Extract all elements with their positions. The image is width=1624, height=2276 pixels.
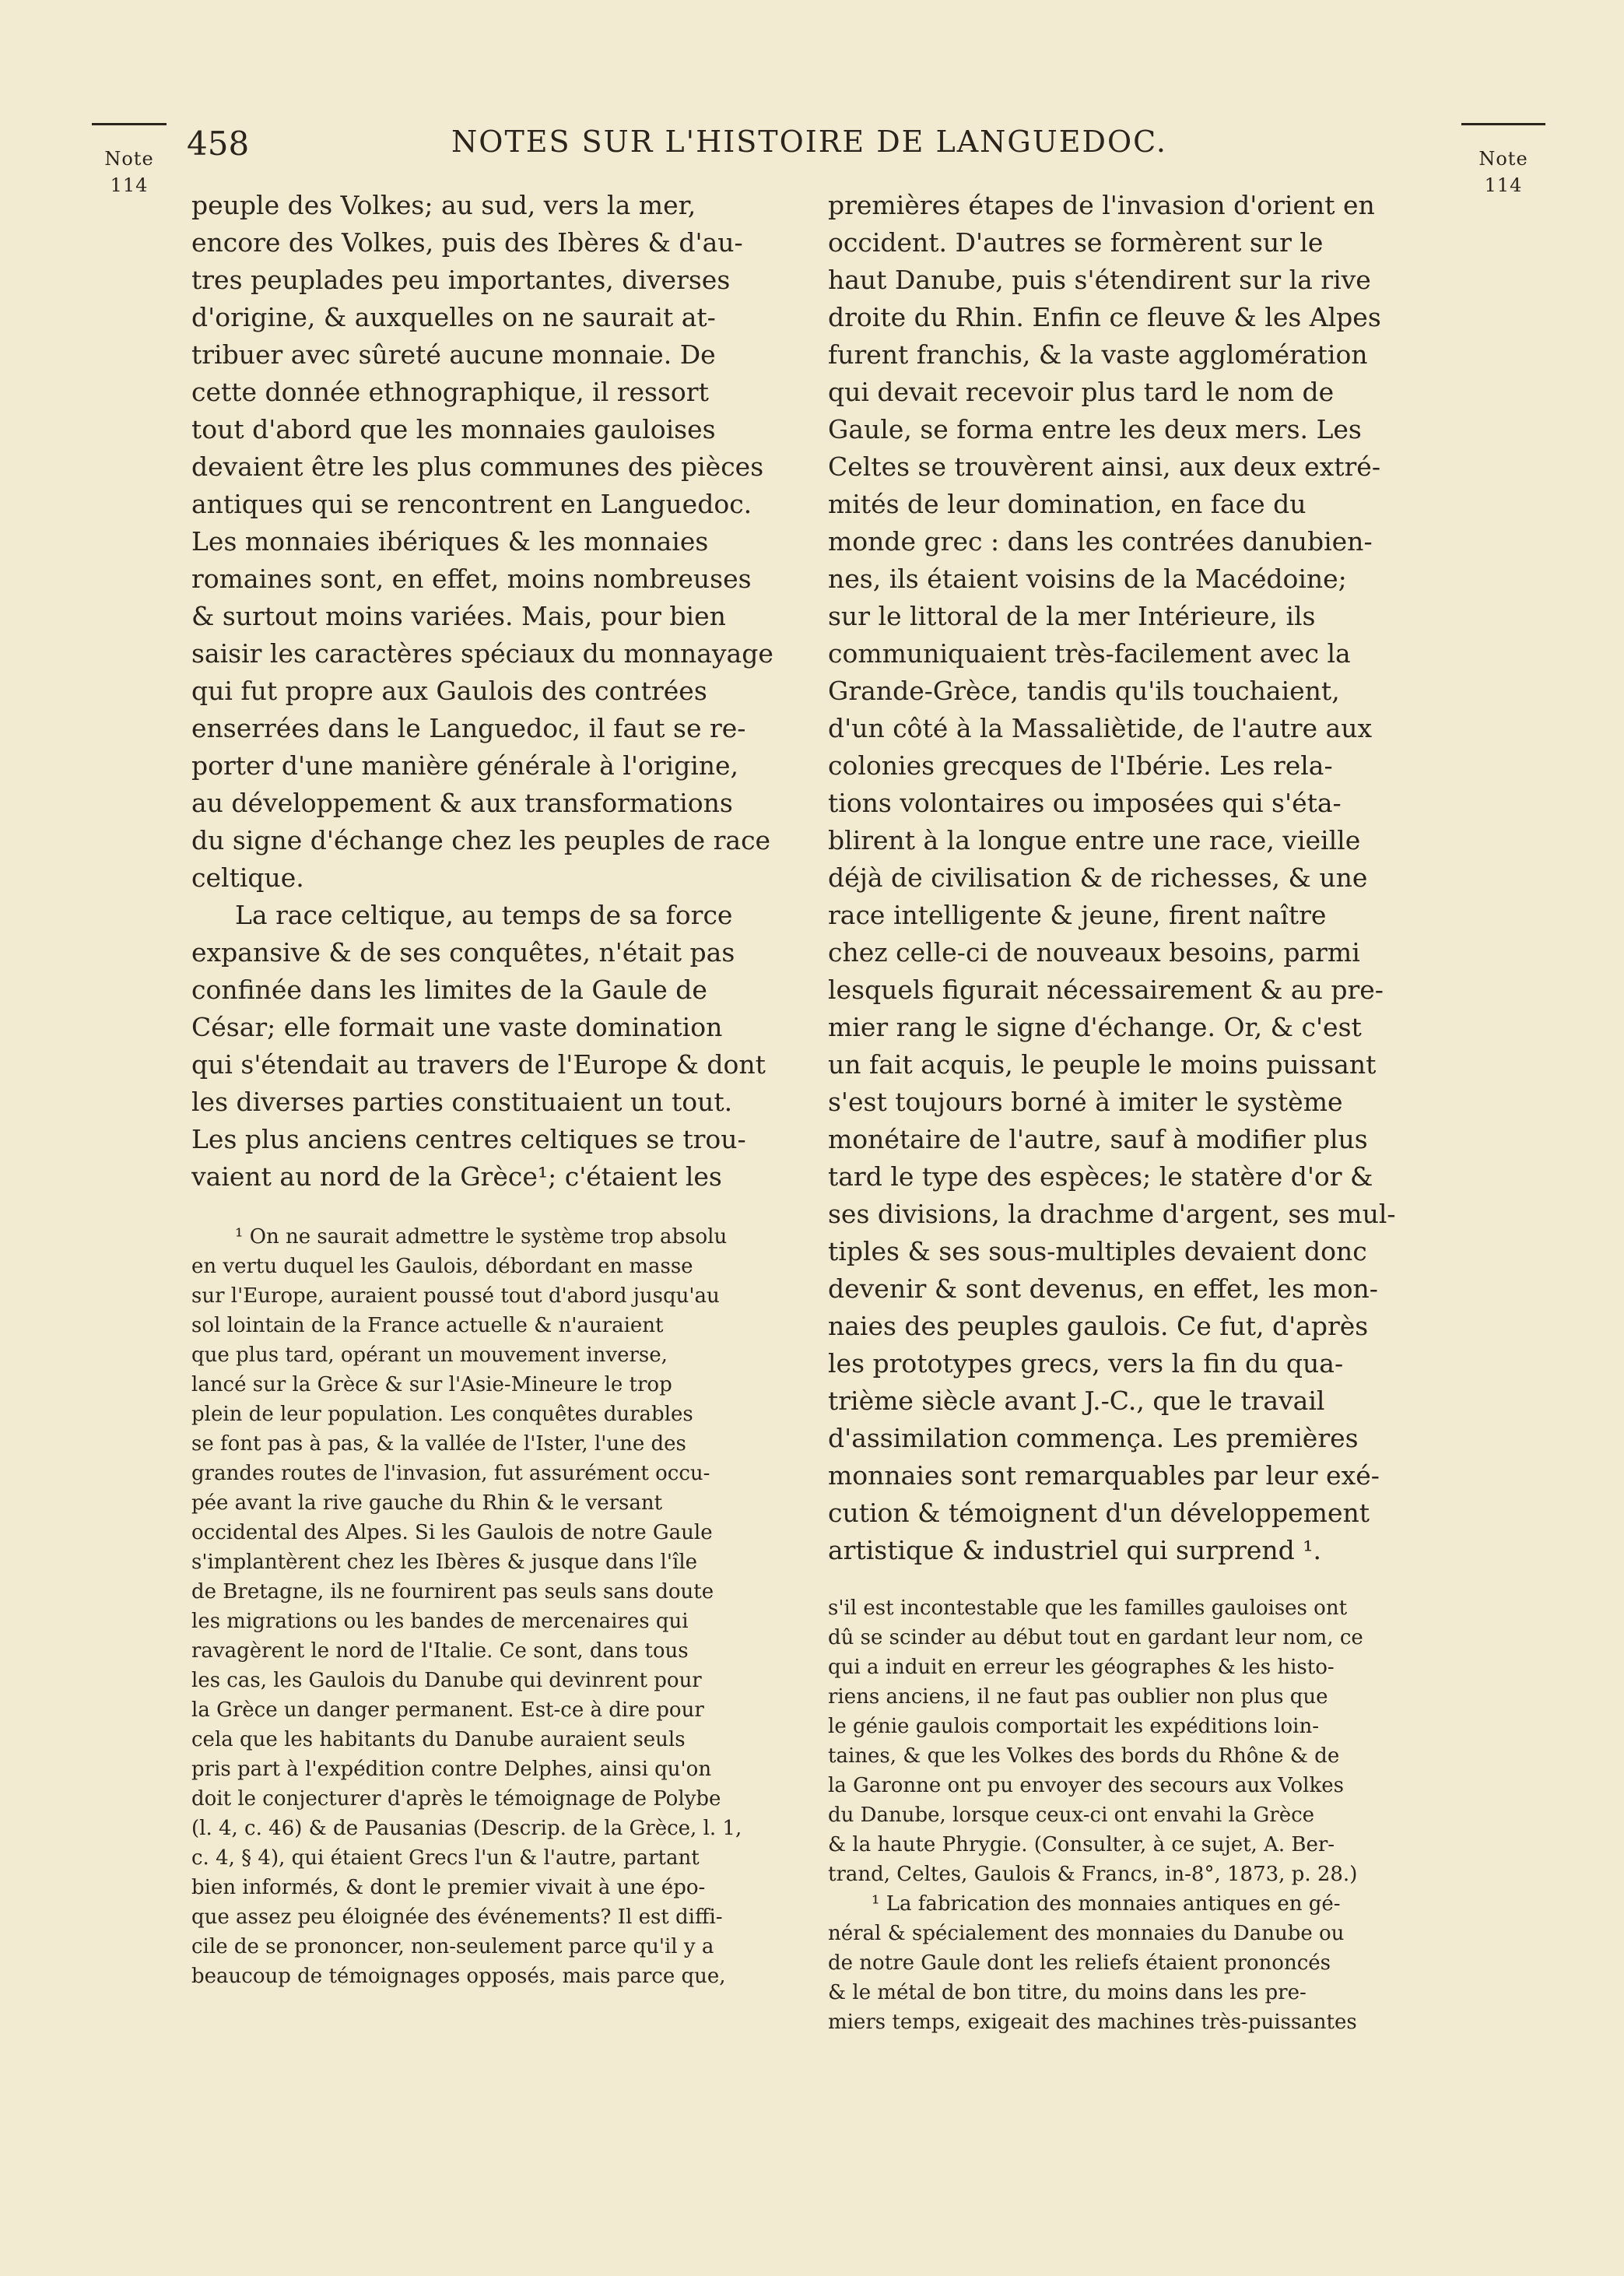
right-column-text: [828, 187, 1447, 1569]
page-number: 458: [187, 125, 250, 163]
text-line: occident. D'autres se formèrent sur le: [828, 227, 1324, 258]
text-line: les cas, les Gaulois du Danube qui devinrent pour: [191, 1669, 702, 1692]
text-line: beaucoup de témoignages opposés, mais parce que,: [191, 1965, 726, 1988]
text-line: droite du Rhin. Enfin ce fleuve & les Alpes: [828, 302, 1381, 332]
right-footnotes: [828, 1593, 1447, 2037]
text-line: la Garonne ont pu envoyer des secours aux Volkes: [828, 1774, 1344, 1797]
text-line: naies des peuples gaulois. Ce fut, d'après: [828, 1311, 1369, 1341]
text-line: vaient au nord de la Grèce¹; c'étaient les: [191, 1161, 722, 1192]
text-line: saisir les caractères spéciaux du monnayage: [191, 638, 773, 669]
text-line: plein de leur population. Les conquêtes durables: [191, 1403, 693, 1426]
text-line: (l. 4, c. 46) & de Pausanias (Descrip. de la Grèce, l. 1,: [191, 1817, 742, 1840]
text-line: sur le littoral de la mer Intérieure, ils: [828, 601, 1316, 631]
text-line: taines, & que les Volkes des bords du Rhône & de: [828, 1744, 1340, 1768]
text-line: un fait acquis, le peuple le moins puissant: [828, 1049, 1377, 1080]
text-line: & le métal de bon titre, du moins dans les pre-: [828, 1981, 1307, 2004]
text-line: tard le type des espèces; le statère d'or &: [828, 1161, 1373, 1192]
text-line: tout d'abord que les monnaies gauloises: [191, 414, 716, 444]
text-line: qui s'étendait au travers de l'Europe & dont: [191, 1049, 766, 1080]
text-line: ravagèrent le nord de l'Italie. Ce sont, dans tous: [191, 1639, 689, 1663]
text-line: César; elle formait une vaste domination: [191, 1012, 723, 1042]
text-line: nes, ils étaient voisins de la Macédoine;: [828, 564, 1347, 594]
text-line: lancé sur la Grèce & sur l'Asie-Mineure le trop: [191, 1373, 672, 1396]
text-line: cela que les habitants du Danube auraient seuls: [191, 1728, 686, 1751]
text-line: lesquels figurait nécessairement & au pre-: [828, 975, 1384, 1005]
margin-label: Note: [104, 148, 154, 170]
text-line: ¹ La fabrication des monnaies antiques en gé-: [872, 1892, 1341, 1916]
running-head: NOTES SUR L'HISTOIRE DE LANGUEDOC.: [451, 125, 1167, 159]
text-line: dû se scinder au début tout en gardant leur nom, ce: [828, 1626, 1363, 1649]
text-line: le génie gaulois comportait les expéditions loin-: [828, 1715, 1319, 1738]
text-line: La race celtique, au temps de sa force: [235, 900, 733, 930]
text-line: occidental des Alpes. Si les Gaulois de notre Gaule: [191, 1521, 713, 1544]
text-line: déjà de civilisation & de richesses, & une: [828, 862, 1368, 893]
text-line: encore des Volkes, puis des Ibères & d'au-: [191, 227, 743, 258]
text-line: du signe d'échange chez les peuples de race: [191, 825, 771, 855]
margin-note-number: 114: [110, 174, 149, 196]
text-line: mités de leur domination, en face du: [828, 489, 1307, 519]
text-line: les diverses parties constituaient un tout.: [191, 1087, 733, 1117]
margin-rule: [92, 123, 167, 125]
text-line: peuple des Volkes; au sud, vers la mer,: [191, 190, 696, 220]
text-line: ses divisions, la drachme d'argent, ses mul-: [828, 1199, 1396, 1229]
text-line: qui fut propre aux Gaulois des contrées: [191, 676, 707, 706]
text-line: porter d'une manière générale à l'origine,: [191, 750, 739, 781]
text-line: Les monnaies ibériques & les monnaies: [191, 526, 709, 557]
text-line: qui a induit en erreur les géographes & les histo-: [828, 1656, 1335, 1679]
text-line: la Grèce un danger permanent. Est-ce à dire pour: [191, 1698, 704, 1722]
text-line: de Bretagne, ils ne fournirent pas seuls sans doute: [191, 1580, 714, 1603]
text-line: celtique.: [191, 862, 304, 893]
text-line: se font pas à pas, & la vallée de l'Ister, l'une des: [191, 1432, 686, 1456]
text-line: doit le conjecturer d'après le témoignage de Polybe: [191, 1787, 721, 1811]
text-line: d'un côté à la Massaliètide, de l'autre aux: [828, 713, 1373, 743]
text-line: cette donnée ethnographique, il ressort: [191, 377, 709, 407]
text-line: d'assimilation commença. Les premières: [828, 1423, 1359, 1453]
text-line: tribuer avec sûreté aucune monnaie. De: [191, 339, 716, 370]
text-line: trième siècle avant J.-C., que le travail: [828, 1386, 1325, 1416]
text-line: les prototypes grecs, vers la fin du qua-: [828, 1348, 1344, 1379]
text-line: haut Danube, puis s'étendirent sur la rive: [828, 265, 1371, 295]
text-line: pris part à l'expédition contre Delphes, ainsi qu'on: [191, 1758, 712, 1781]
text-line: tions volontaires ou imposées qui s'éta-: [828, 788, 1342, 818]
text-line: monétaire de l'autre, sauf à modifier plus: [828, 1124, 1368, 1154]
text-line: du Danube, lorsque ceux-ci ont envahi la Grèce: [828, 1804, 1315, 1827]
text-line: mier rang le signe d'échange. Or, & c'est: [828, 1012, 1362, 1042]
margin-label: Note: [1478, 148, 1528, 170]
text-line: & la haute Phrygie. (Consulter, à ce sujet, A. Ber-: [828, 1833, 1335, 1856]
text-line: en vertu duquel les Gaulois, débordant en masse: [191, 1255, 693, 1278]
text-line: c. 4, § 4), qui étaient Grecs l'un & l'autre, partant: [191, 1846, 700, 1870]
text-line: sur l'Europe, auraient poussé tout d'abord jusqu'au: [191, 1284, 720, 1308]
text-line: sol lointain de la France actuelle & n'auraient: [191, 1314, 664, 1337]
text-line: expansive & de ses conquêtes, n'était pas: [191, 937, 735, 968]
text-line: premières étapes de l'invasion d'orient en: [828, 190, 1375, 220]
text-line: miers temps, exigeait des machines très-puissantes: [828, 2011, 1357, 2034]
text-line: au développement & aux transformations: [191, 788, 733, 818]
text-line: cution & témoignent d'un développement: [828, 1498, 1370, 1528]
left-column-text: [191, 187, 798, 1196]
text-line: cile de se prononcer, non-seulement parce qu'il y a: [191, 1935, 714, 1958]
left-footnotes: [191, 1222, 798, 1991]
text-line: Grande-Grèce, tandis qu'ils touchaient,: [828, 676, 1340, 706]
text-line: de notre Gaule dont les reliefs étaient prononcés: [828, 1951, 1331, 1975]
text-line: colonies grecques de l'Ibérie. Les rela-: [828, 750, 1333, 781]
text-line: bien informés, & dont le premier vivait à une épo-: [191, 1876, 706, 1899]
text-line: s'est toujours borné à imiter le système: [828, 1087, 1343, 1117]
margin-rule: [1461, 123, 1545, 125]
text-line: d'origine, & auxquelles on ne saurait at-: [191, 302, 716, 332]
text-line: Les plus anciens centres celtiques se trou-: [191, 1124, 746, 1154]
text-line: enserrées dans le Languedoc, il faut se re-: [191, 713, 746, 743]
text-line: tres peuplades peu importantes, diverses: [191, 265, 731, 295]
margin-note-left: [92, 123, 167, 198]
text-line: chez celle-ci de nouveaux besoins, parmi: [828, 937, 1360, 968]
text-line: devenir & sont devenus, en effet, les mon-: [828, 1273, 1378, 1304]
text-line: confinée dans les limites de la Gaule de: [191, 975, 707, 1005]
text-line: les migrations ou les bandes de mercenaires qui: [191, 1610, 689, 1633]
text-line: que plus tard, opérant un mouvement inverse,: [191, 1343, 668, 1367]
text-line: néral & spécialement des monnaies du Danube ou: [828, 1922, 1345, 1945]
margin-note-number: 114: [1484, 174, 1523, 196]
text-line: & surtout moins variées. Mais, pour bien: [191, 601, 726, 631]
text-line: devaient être les plus communes des pièces: [191, 451, 764, 482]
margin-note-right: [1461, 123, 1545, 198]
text-line: qui devait recevoir plus tard le nom de: [828, 377, 1335, 407]
text-line: monnaies sont remarquables par leur exé-: [828, 1460, 1380, 1491]
text-line: grandes routes de l'invasion, fut assurément occu-: [191, 1462, 710, 1485]
text-line: s'implantèrent chez les Ibères & jusque dans l'île: [191, 1551, 698, 1574]
text-line: riens anciens, il ne faut pas oublier non plus que: [828, 1685, 1328, 1709]
text-line: tiples & ses sous-multiples devaient donc: [828, 1236, 1367, 1266]
text-line: pée avant la rive gauche du Rhin & le versant: [191, 1491, 663, 1515]
text-line: trand, Celtes, Gaulois & Francs, in-8°, 1873, p. 28.): [828, 1863, 1358, 1886]
text-line: blirent à la longue entre une race, vieille: [828, 825, 1361, 855]
text-line: monde grec : dans les contrées danubien-: [828, 526, 1373, 557]
text-line: Gaule, se forma entre les deux mers. Les: [828, 414, 1362, 444]
text-line: race intelligente & jeune, firent naître: [828, 900, 1327, 930]
text-line: romaines sont, en effet, moins nombreuses: [191, 564, 752, 594]
text-line: Celtes se trouvèrent ainsi, aux deux extré-: [828, 451, 1380, 482]
text-line: s'il est incontestable que les familles gauloises ont: [828, 1596, 1348, 1620]
text-line: que assez peu éloignée des événements? Il est diffi-: [191, 1905, 723, 1929]
text-line: communiquaient très-facilement avec la: [828, 638, 1351, 669]
text-line: antiques qui se rencontrent en Languedoc.: [191, 489, 752, 519]
text-line: artistique & industriel qui surprend ¹.: [828, 1535, 1321, 1565]
text-line: ¹ On ne saurait admettre le système trop absolu: [235, 1225, 728, 1249]
text-line: furent franchis, & la vaste agglomération: [828, 339, 1368, 370]
